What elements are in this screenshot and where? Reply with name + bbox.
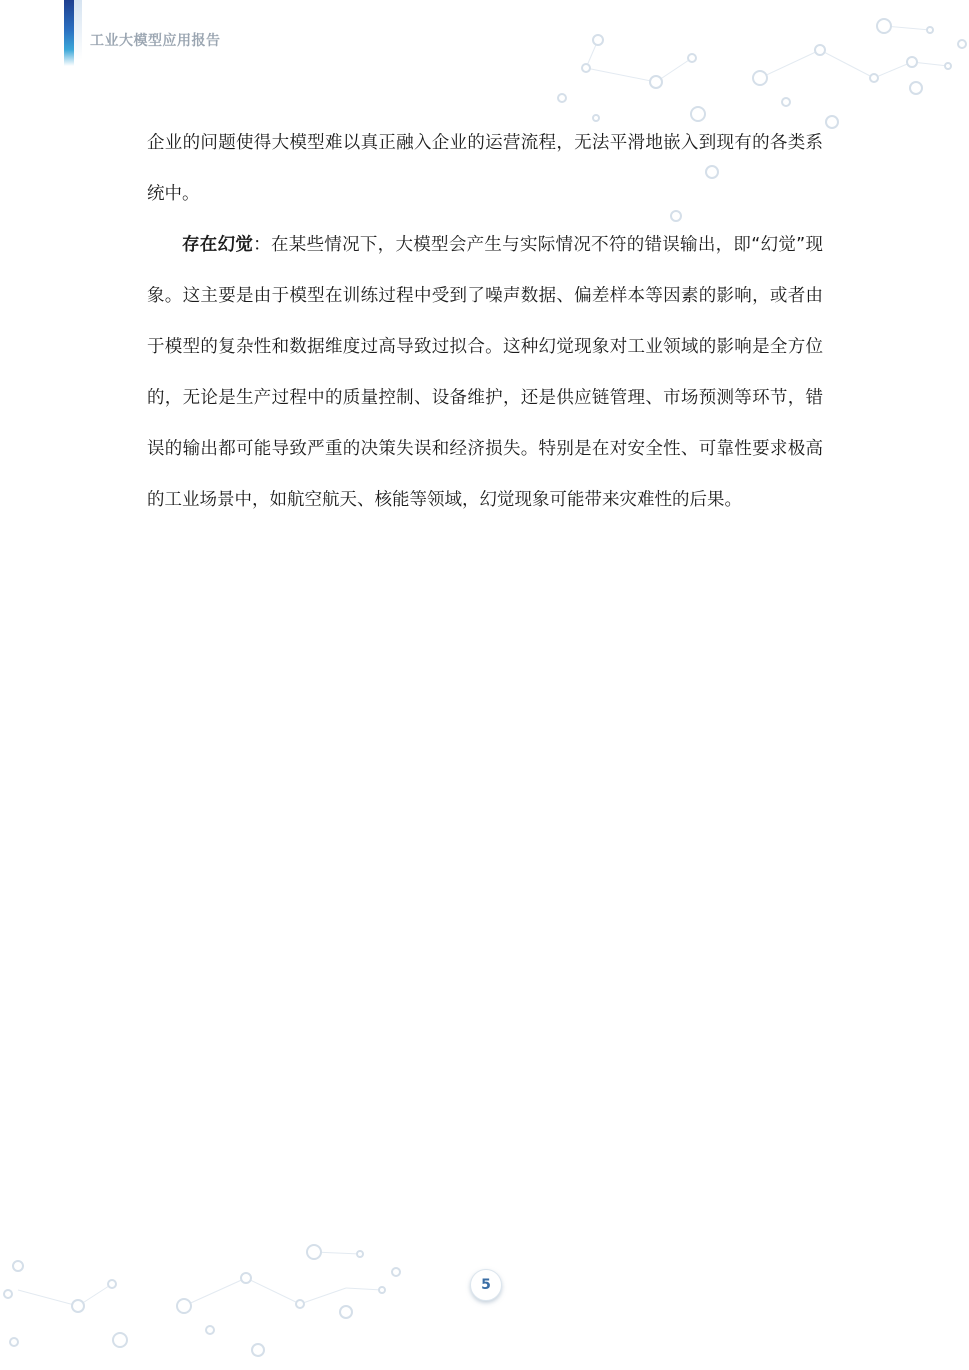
page-number-badge: [470, 1269, 502, 1301]
paragraph-hallucination: [147, 220, 823, 526]
header-accent-shadow: [74, 0, 82, 60]
paragraph-hallucination-text: ：在某些情况下，大模型会产生与实际情况不符的错误输出，即“幻觉”现象。这主要是由于模型在训练过程中受到了噪声数据、偏差样本等因素的影响，或者由于模型的复杂性和数据维度过高导致过拟合。这种幻觉现象对工业领域的影响是全方位的，无论是生产过程中的质量控制、设备维护，还是供应链管理、市场预测等环节，错误的输出都可能导致严重的决策失误和经济损失。特别是在对安全性、可靠性要求极高的工业场景中，如航空航天、核能等领域，幻觉现象可能带来灾难性的后果。: [147, 235, 823, 510]
report-header-title: 工业大模型应用报告: [90, 33, 221, 49]
paragraph-continuation: 企业的问题使得大模型难以真正融入企业的运营流程，无法平滑地嵌入到现有的各类系统中。: [147, 133, 823, 204]
body-content: [147, 118, 823, 526]
term-hallucination: 存在幻觉: [182, 235, 254, 255]
header-accent-bar: [64, 0, 74, 66]
page-number: 5: [481, 1277, 491, 1293]
